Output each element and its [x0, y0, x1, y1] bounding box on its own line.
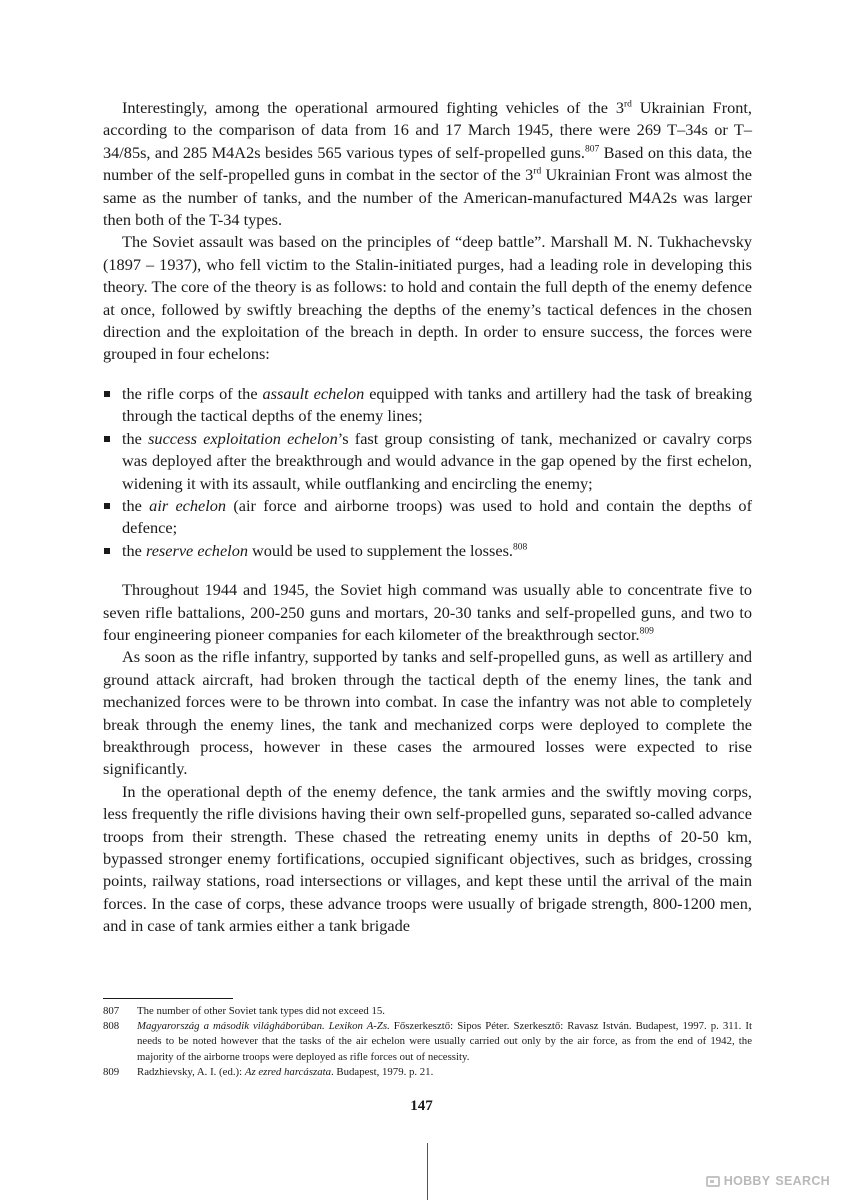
emphasis: Az ezred harcászata: [244, 1065, 332, 1078]
ordinal-suffix: rd: [623, 99, 632, 110]
main-text: [103, 97, 752, 938]
text-run: Based on this data, the number of the self-propelled guns in combat in the sector of the 3: [103, 142, 752, 185]
emphasis: assault echelon: [262, 383, 365, 403]
emphasis: success exploitation echelon: [148, 428, 338, 448]
footnote-text: Magyarország a második világháborúban. Lexikon A-Zs. Főszerkesztő: Sipos Péter. Szerkesztő: Ravasz István. Budapest, 1997. p. 311. It needs to be noted however that the tasks of the air echelon were usually carried out only by the air force, as from the end of 1942, the majority of the airborne troops were deployed as rifle forces out of necessity.: [137, 1020, 752, 1063]
paragraph-3: Throughout 1944 and 1945, the Soviet high command was usually able to concentrate five to seven rifle battalions, 200-250 guns and mortars, 20-30 tanks and self-propelled guns, and two to four engineering pioneer companies for each kilometer of the breakthrough sector.$^{809}$: [103, 580, 752, 644]
list-item-success-exploitation-echelon: the success exploitation echelon’s fast group consisting of tank, mechanized or cavalry corps was deployed after the breakthrough and would advance in the gap opened by the first echelon, widening it with its assault, while outflanking and encircling the enemy;: [103, 428, 752, 495]
paragraph-4: As soon as the rifle infantry, supported by tanks and self-propelled guns, as well as artillery and ground attack aircraft, had broken through the tactical depth of the enemy lines, the tank and mechanized forces were to be thrown into combat. In case the infantry was not able to completely break through the enemy lines, the tank and mechanized corps were deployed to complete the breakthrough process, however in these cases the armoured losses were expected to rise significantly.: [103, 647, 752, 779]
watermark: [706, 1174, 830, 1188]
echelon-list: [103, 383, 752, 562]
page-body: [103, 97, 752, 938]
footnote-809: [103, 1065, 752, 1080]
text-run: Ukrainian Front, according to the comparison of data from 16 and 17 March 1945, there were 269 T–34s or T–34/85s, and 285 M4A2s besides 565 various types of self-propelled guns.: [103, 98, 752, 162]
camera-logo-icon: [706, 1176, 720, 1187]
footnotes: [103, 1004, 752, 1080]
emphasis: reserve echelon: [145, 540, 248, 560]
footnote-divider: [103, 998, 233, 999]
gutter-divider: [427, 1143, 428, 1200]
watermark-brand: HOBBY: [723, 1174, 771, 1188]
watermark-brand-suffix: SEARCH: [775, 1174, 830, 1188]
list-item-air-echelon: the air echelon (air force and airborne troops) was used to hold and contain the depths of defence;: [103, 495, 752, 540]
footnote-807: [103, 1004, 752, 1019]
page-number: 147: [410, 1098, 433, 1114]
footnote-808: [103, 1019, 752, 1065]
paragraph-1: [103, 97, 752, 231]
ordinal-suffix: rd: [533, 166, 542, 177]
footnote-ref-809[interactable]: 809: [639, 626, 654, 637]
text-run: Ukrainian Front was almost the same as the number of tanks, and the number of the American-manufactured M4A2s was larger then both of the T-34 types.: [103, 165, 753, 230]
footnote-number: 807: [103, 1005, 120, 1017]
paragraph-5: In the operational depth of the enemy defence, the tank armies and the swiftly moving corps, less frequently the rifle divisions having their own self-propelled guns, separated so-called advance troops from their strength. These chased the retreating enemy units in depths of 20-50 km, bypassed stronger enemy fortifications, occupied significant objectives, such as bridges, crossing points, railway stations, road intersections or villages, and kept these until the arrival of the main forces. In the case of corps, these advance troops were usually of brigade strength, 800-1200 men, and in case of tank armies either a tank brigade: [103, 781, 752, 936]
emphasis: air echelon: [149, 495, 227, 515]
list-item-reserve-echelon: the reserve echelon would be used to supplement the losses.$^{808}$: [103, 540, 752, 562]
footnote-text: The number of other Soviet tank types did not exceed 15.: [137, 1005, 385, 1017]
footnote-number: 808: [103, 1020, 120, 1033]
footnote-ref-807[interactable]: 807: [584, 144, 600, 155]
emphasis: Magyarország a második világháborúban. Lexikon A-Zs.: [137, 1020, 390, 1033]
list-item-assault-echelon: the rifle corps of the assault echelon equipped with tanks and artillery had the task of breaking through the tactical depths of the enemy lines;: [103, 383, 752, 428]
footnote-ref-808[interactable]: 808: [512, 542, 528, 553]
footnote-text: Radzhievsky, A. I. (ed.): Az ezred harcászata. Budapest, 1979. p. 21.: [137, 1065, 434, 1078]
paragraph-2: The Soviet assault was based on the principles of “deep battle”. Marshall M. N. Tukhachevsky (1897 – 1937), who fell victim to the Stalin-initiated purges, had a leading role in developing this theory. The core of the theory is as follows: to hold and contain the full depth of the enemy defence at once, followed by swiftly breaching the depths of the enemy’s tactical defences in the chosen direction and the exploitation of the breach in depth. In order to ensure success, the forces were grouped in four echelons:: [103, 232, 752, 364]
footnote-number: 809: [103, 1065, 120, 1078]
text-run: Interestingly, among the operational armoured fighting vehicles of the 3: [122, 98, 624, 117]
